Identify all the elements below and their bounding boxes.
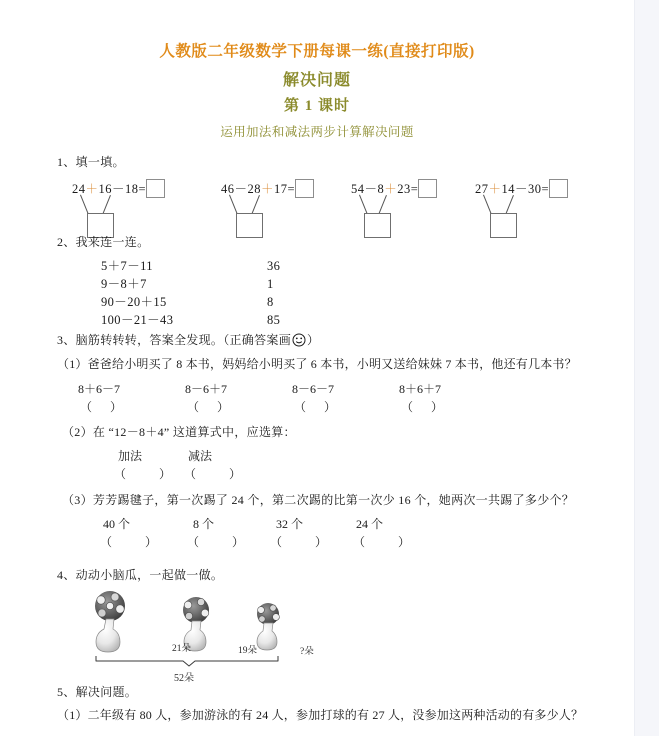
operator: － <box>364 182 378 196</box>
smiley-face-icon <box>292 333 306 347</box>
q1-heading: 1、填一填。 <box>57 155 125 169</box>
option-label[interactable]: 24 个 <box>356 517 384 531</box>
option-label[interactable]: 8＋6－7 <box>78 382 121 396</box>
operator: － <box>234 182 248 196</box>
operator: ＋ <box>261 182 275 196</box>
answer-blank[interactable]: （ ） <box>184 467 245 481</box>
q3-sub1-text: （1）爸爸给小明买了 8 本书，妈妈给小明买了 6 本书，小明又送给妹妹 7 本书，他还有几本书？ <box>57 357 577 371</box>
q3-sub2-blanks <box>0 465 634 482</box>
q3-sub1-options <box>0 380 634 397</box>
match-row <box>101 275 634 293</box>
q3-sub1-blanks <box>0 398 634 415</box>
banner-title: 人教版二年级数学下册每课一练(直接打印版) <box>159 43 475 60</box>
question-2 <box>0 233 634 329</box>
match-row <box>101 257 634 275</box>
q3-sub2-text: （2）在 “12－8＋4” 这道算式中，应选算： <box>62 425 296 439</box>
answer-blank[interactable]: （ ） <box>187 400 233 414</box>
q3-sub3-options <box>0 515 634 532</box>
operand: 54 <box>351 182 365 196</box>
q1-expression <box>72 179 165 198</box>
answer-blank[interactable]: （ ） <box>401 400 447 414</box>
q1-expression <box>221 179 314 198</box>
q1-items-row <box>0 179 634 235</box>
option-label[interactable]: 32 个 <box>276 517 304 531</box>
page-right-margin <box>634 0 659 736</box>
option-label[interactable]: 减法 <box>188 449 213 463</box>
operand: 17 <box>274 182 288 196</box>
match-expression[interactable]: 5＋7－11 <box>101 259 153 273</box>
vase-count-label: ?朵 <box>300 647 314 657</box>
equals-sign: = <box>410 182 419 196</box>
q1-item <box>475 179 568 198</box>
equals-sign: = <box>287 182 296 196</box>
equals-sign: = <box>138 182 147 196</box>
q5-sub1-text: （1）二年级有 80 人，参加游泳的有 24 人，参加打球的有 27 人，没参加这两种活动的有多少人？ <box>57 708 584 722</box>
match-row <box>101 293 634 311</box>
operator: ＋ <box>384 182 398 196</box>
operand: 23 <box>397 182 411 196</box>
operand: 30 <box>528 182 542 196</box>
option-label[interactable]: 8＋6＋7 <box>399 382 442 396</box>
q3-sub2-options <box>0 447 634 464</box>
answer-box[interactable] <box>295 179 314 198</box>
answer-box[interactable] <box>146 179 165 198</box>
answer-blank[interactable]: （ ） <box>80 400 126 414</box>
question-1 <box>0 153 634 235</box>
q1-item <box>72 179 165 198</box>
q5-heading: 5、解决问题。 <box>57 685 138 699</box>
answer-blank[interactable]: （ ） <box>114 467 175 481</box>
section-title: 解决问题 <box>282 71 351 89</box>
operand: 24 <box>72 182 86 196</box>
question-4 <box>0 566 634 682</box>
match-expression[interactable]: 90－20＋15 <box>101 295 167 309</box>
option-label[interactable]: 8－6＋7 <box>185 382 228 396</box>
operator: ＋ <box>85 182 99 196</box>
q3-heading-text: 3、脑筋转转转，答案全发现。（正确答案画 <box>57 333 292 347</box>
answer-blank[interactable]: （ ） <box>100 535 161 549</box>
option-label[interactable]: 8 个 <box>193 517 215 531</box>
q3-heading <box>0 331 634 348</box>
operator: ＋ <box>488 182 502 196</box>
match-answer[interactable]: 85 <box>267 313 281 327</box>
operand: 16 <box>98 182 113 196</box>
operator: － <box>515 182 529 196</box>
vase-group <box>257 603 279 650</box>
subtitle: 运用加法和减法两步计算解决问题 <box>220 124 414 139</box>
equals-sign: = <box>541 182 550 196</box>
q1-item <box>351 179 437 198</box>
question-3 <box>0 331 634 550</box>
total-bracket <box>96 656 278 666</box>
q3-heading-tail: ） <box>307 333 320 347</box>
match-answer[interactable]: 8 <box>267 295 274 309</box>
q1-expression <box>475 179 568 198</box>
option-label[interactable]: 加法 <box>118 449 143 463</box>
match-answer[interactable]: 1 <box>267 277 274 291</box>
match-answer[interactable]: 36 <box>267 259 281 273</box>
match-expression[interactable]: 9－8＋7 <box>101 277 147 291</box>
answer-blank[interactable]: （ ） <box>270 535 331 549</box>
question-5 <box>0 683 634 725</box>
option-label[interactable]: 8－6－7 <box>292 382 335 396</box>
operand: 18 <box>125 182 139 196</box>
q4-illustration <box>0 590 634 682</box>
q2-match-list <box>0 257 634 329</box>
answer-blank[interactable]: （ ） <box>294 400 340 414</box>
answer-blank[interactable]: （ ） <box>187 535 248 549</box>
option-label[interactable]: 40 个 <box>103 517 131 531</box>
match-row <box>101 311 634 329</box>
lesson-title: 第 1 课时 <box>283 97 350 114</box>
operand: 28 <box>247 182 262 196</box>
q1-expression <box>351 179 437 198</box>
vase-count-label: 21朵 <box>172 644 192 654</box>
answer-box[interactable] <box>549 179 568 198</box>
answer-box[interactable] <box>418 179 437 198</box>
vase-group <box>95 591 125 652</box>
match-expression[interactable]: 100－21－43 <box>101 313 174 327</box>
q3-sub3-blanks <box>0 533 634 550</box>
q3-sub3-text: （3）芳芳踢毽子，第一次踢了 24 个，第二次踢的比第一次少 16 个，她两次一共踢了多少个？ <box>62 493 575 507</box>
q4-heading: 4、动动小脑瓜，一起做一做。 <box>57 568 224 582</box>
flower-vases-diagram <box>88 590 348 680</box>
operand: 27 <box>475 182 489 196</box>
total-count-label: 52朵 <box>174 673 194 684</box>
q2-heading: 2、我来连一连。 <box>57 235 150 249</box>
operand: 14 <box>501 182 516 196</box>
vase-count-label: 19朵 <box>238 646 258 656</box>
answer-blank[interactable]: （ ） <box>353 535 414 549</box>
q1-item <box>221 179 314 198</box>
operand: 46 <box>221 182 235 196</box>
operand: 8 <box>377 182 385 196</box>
operator: － <box>112 182 126 196</box>
